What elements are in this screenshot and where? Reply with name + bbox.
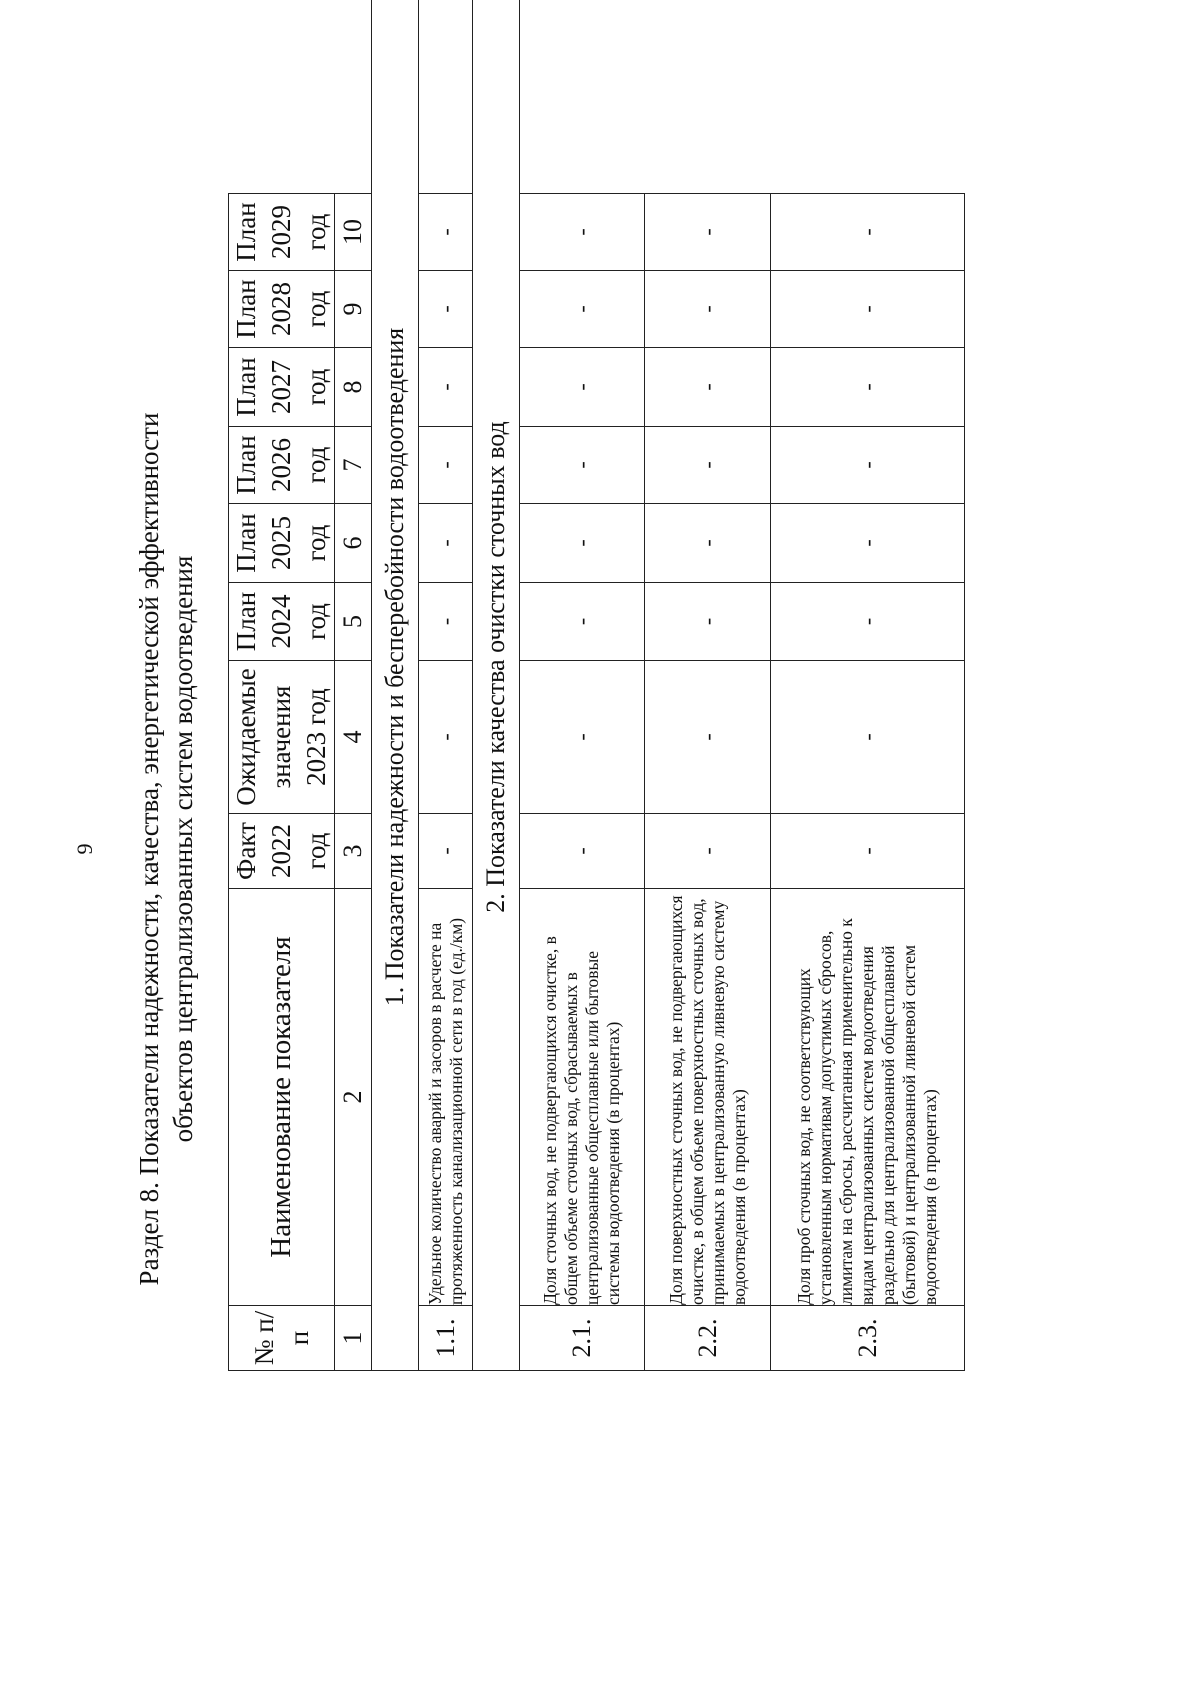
- value-cell: -: [520, 271, 645, 348]
- section-title: [132, 0, 200, 1698]
- value-cell: -: [419, 348, 473, 427]
- column-number: 7: [335, 427, 372, 504]
- column-number: 6: [335, 504, 372, 583]
- value-cell: -: [419, 814, 473, 889]
- header-plan-2026: План 2026 год: [229, 427, 335, 504]
- value-cell: -: [645, 271, 771, 348]
- table-row: [520, 0, 645, 1371]
- table-header-row: [229, 0, 335, 1371]
- value-cell: -: [419, 427, 473, 504]
- header-plan-2028: План 2028 год: [229, 271, 335, 348]
- header-plan-2024: План 2024 год: [229, 583, 335, 661]
- value-cell: -: [645, 661, 771, 814]
- section-title-1: 1. Показатели надежности и бесперебойности водоотведения: [372, 0, 419, 1371]
- value-cell: -: [419, 661, 473, 814]
- header-plan-2025: План 2025 год: [229, 504, 335, 583]
- value-cell: -: [520, 427, 645, 504]
- table-row: [419, 0, 473, 1371]
- value-cell: -: [771, 814, 965, 889]
- value-cell: -: [419, 504, 473, 583]
- value-cell: -: [419, 271, 473, 348]
- header-plan-2027: План 2027 год: [229, 348, 335, 427]
- indicator-name: Удельное количество аварий и засоров в расчете на протяженность канализационной сети в год (ед./км): [419, 889, 473, 1306]
- indicator-name: Доля сточных вод, не подвергающихся очистке, в общем объеме сточных вод, сбрасываемых в централизованные общесплавные или бытовые системы водоотведения (в процентах): [520, 889, 645, 1306]
- value-cell: -: [520, 583, 645, 661]
- value-cell: -: [771, 348, 965, 427]
- value-cell: -: [771, 194, 965, 271]
- row-number: 2.3.: [771, 1306, 965, 1371]
- column-number: 2: [335, 889, 372, 1306]
- value-cell: -: [645, 427, 771, 504]
- value-cell: -: [645, 583, 771, 661]
- value-cell: -: [520, 194, 645, 271]
- section-title-line-1: Раздел 8. Показатели надежности, качества, энергетической эффективности: [134, 412, 164, 1286]
- header-no: № п/п: [229, 1306, 335, 1371]
- indicator-name: Доля поверхностных сточных вод, не подвергающихся очистке, в общем объеме поверхностных сточных вод, принимаемых в централизованную ливневую систему водоотведения (в процентах): [645, 889, 771, 1306]
- value-cell: -: [419, 583, 473, 661]
- value-cell: -: [771, 661, 965, 814]
- column-number: 10: [335, 194, 372, 271]
- column-number: 3: [335, 814, 372, 889]
- column-number: 5: [335, 583, 372, 661]
- row-number: 2.1.: [520, 1306, 645, 1371]
- header-plan-2029: План 2029 год: [229, 194, 335, 271]
- column-number-row: [335, 0, 372, 1371]
- header-expected: Ожидаемые значения 2023 год: [229, 661, 335, 814]
- value-cell: -: [419, 194, 473, 271]
- value-cell: -: [645, 814, 771, 889]
- value-cell: -: [520, 661, 645, 814]
- value-cell: -: [771, 504, 965, 583]
- value-cell: -: [520, 814, 645, 889]
- column-number: 8: [335, 348, 372, 427]
- row-number: 1.1.: [419, 1306, 473, 1371]
- section-row: [473, 0, 520, 1371]
- indicator-name: Доля проб сточных вод, не соответствующих установленным нормативам допустимых сбросов, лимитам на сбросы, рассчитанная применительно к видам централизованных систем водоотведения раздельно для централизованной общесплавной (бытовой) и централизованной ливневой систем водоотведения (в процентах): [771, 889, 965, 1306]
- header-name: Наименование показателя: [229, 889, 335, 1306]
- column-number: 9: [335, 271, 372, 348]
- value-cell: -: [771, 427, 965, 504]
- table-row: [771, 0, 965, 1371]
- section-row: [372, 0, 419, 1371]
- value-cell: -: [771, 583, 965, 661]
- indicators-table: [228, 0, 965, 1371]
- section-title-line-2: объектов централизованных систем водоотведения: [168, 555, 198, 1143]
- value-cell: -: [771, 271, 965, 348]
- header-fact: Факт 2022 год: [229, 814, 335, 889]
- value-cell: -: [645, 504, 771, 583]
- column-number: 1: [335, 1306, 372, 1371]
- row-number: 2.2.: [645, 1306, 771, 1371]
- value-cell: -: [520, 504, 645, 583]
- value-cell: -: [520, 348, 645, 427]
- value-cell: -: [645, 348, 771, 427]
- page-number: 9: [72, 843, 97, 855]
- column-number: 4: [335, 661, 372, 814]
- section-title-2: 2. Показатели качества очистки сточных вод: [473, 0, 520, 1371]
- value-cell: -: [645, 194, 771, 271]
- table-row: [645, 0, 771, 1371]
